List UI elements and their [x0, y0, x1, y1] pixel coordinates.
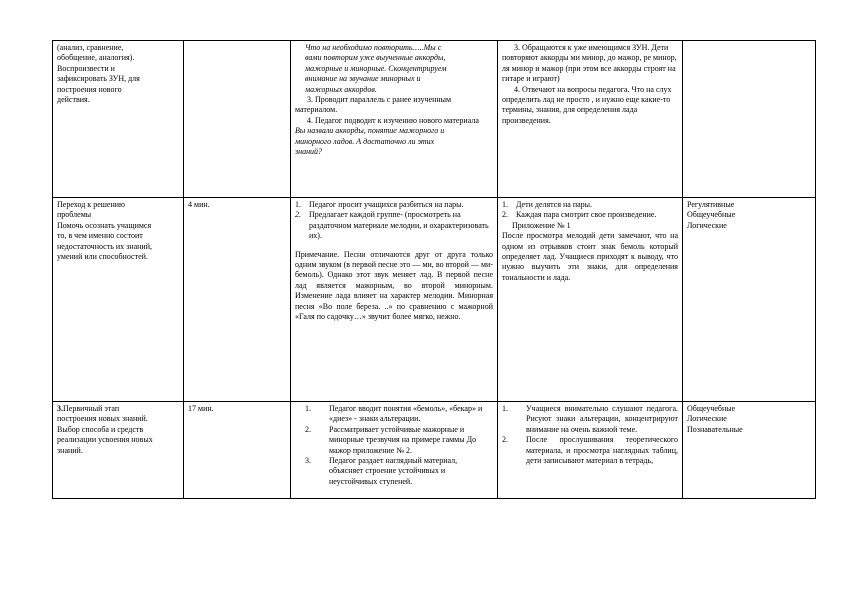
student-item: 3. Обращаются к уже имеющимся ЗУН. Дети повторяют аккорды ми минор, до мажор, ре минор, ля минор и мажор (при этом все аккорды строят на гитаре и играют)	[502, 43, 677, 84]
list-item	[502, 435, 678, 466]
appendix-label: Приложение № 1	[512, 220, 571, 230]
uud-item: Познавательные	[687, 424, 743, 434]
italic-line: минорного ладов. А достаточно ли этих	[295, 136, 435, 146]
italic-line: Что на необходимо повторить…..Мы с	[305, 43, 442, 52]
time-cell	[184, 41, 291, 198]
italic-line: вами повторим уже выученные аккорды,	[305, 53, 446, 63]
item-number: 3.	[305, 456, 311, 466]
item-number: 1.	[305, 404, 311, 413]
stage-line: (анализ, сравнение,	[57, 43, 124, 52]
teacher-activity-cell	[291, 402, 498, 499]
note-text: Примечание. Песни отличаются друг от друга только одним звуком (в первой песне это — ми, во второй — ми-бемоль). Однако этот звук меняет лад. В первой песне лад является мажорным, во второй минорным. Изменение лада влияет на характер мелодии. Минорная песня «Во поле береза. ..» по сравнению с мажорной «Галя по садочку…» звучит более мягко, нежно.	[295, 249, 493, 322]
uud-cell	[683, 41, 816, 198]
stage-line	[57, 404, 179, 414]
table-row	[53, 402, 816, 499]
item-number: 2.	[295, 210, 301, 220]
stage-line: Выбор способа и средств	[57, 424, 144, 434]
uud-item: Логические	[687, 220, 727, 230]
stage-text: Первичный этап	[63, 404, 120, 413]
list-item	[502, 404, 678, 435]
item-number: 1.	[502, 404, 508, 413]
lesson-plan-table	[52, 40, 816, 499]
list-item	[295, 456, 493, 487]
uud-cell	[683, 402, 816, 499]
uud-item: Общеучебные	[687, 404, 736, 413]
item-text: Каждая пара смотрит свое произведение.	[516, 210, 657, 220]
stage-line: проблемы	[57, 210, 92, 220]
item-text: Учащиеся внимательно слушают педагога. Рисуют знаки альтерации, концентрируют внимание на очень важной теме.	[526, 404, 678, 434]
stage-line: знаний.	[57, 445, 83, 455]
list-item	[295, 200, 493, 210]
item-number: 2.	[502, 435, 508, 445]
italic-line: внимание на звучание минорных и	[305, 74, 421, 84]
list-item	[295, 404, 493, 425]
item-text: Педагог просит учащихся разбиться на пары.	[309, 200, 464, 209]
italic-line: Вы назвали аккорды, понятие мажорного и	[295, 126, 445, 136]
item-text: Педагог вводит понятия «бемоль», «бекар» и «диез» - знаки альтерации.	[329, 404, 483, 424]
stage-line: Переход к решению	[57, 200, 125, 209]
student-text: После просмотра мелодий дети замечают, что на одном из отрывков стоит знак бемоль который определяет лад. Учащиеся приходят к выводу, что нужно выучить эти знаки, для определения тональности и лада.	[502, 231, 678, 282]
time-cell: 4 мин.	[184, 198, 291, 402]
stage-line: Помочь осознать учащимся	[57, 220, 152, 230]
stage-cell	[53, 402, 184, 499]
stage-line: Воспроизвести и	[57, 63, 115, 73]
student-item: 4. Отвечают на вопросы педагога. Что на слух определить лад не просто , и нужно еще какие-то термины, знания, для определения лада произведения.	[502, 84, 672, 125]
italic-line: мажорных аккордов.	[305, 84, 377, 94]
italic-line: мажорные и минорные. Сконцентрируем	[305, 63, 447, 73]
item-text: После прослушивания теоретического материала, и просмотра наглядных таблиц, дети записывают материал в тетрадь,	[526, 435, 678, 466]
stage-line: недостаточность их знаний,	[57, 241, 152, 251]
student-activity-cell	[498, 198, 683, 402]
item-text: Рассматривает устойчивые мажорные и минорные трезвучия на примере гаммы До мажор приложение № 2.	[329, 424, 477, 455]
list-item	[502, 210, 678, 220]
uud-item: Регулятивные	[687, 200, 735, 209]
stage-line: реализации усвоения новых	[57, 435, 153, 445]
stage-line: то, в чем именно состоит	[57, 231, 143, 241]
item-number: 1.	[295, 200, 301, 209]
teacher-item: 3. Проводит параллель с ранее изученным материалом.	[295, 95, 452, 115]
uud-item: Общеучебные	[687, 210, 736, 220]
stage-line: построения нового	[57, 84, 122, 94]
stage-line: умений или способностей.	[57, 252, 148, 262]
stage-number: 3.	[57, 404, 63, 413]
stage-line: действия.	[57, 95, 90, 105]
item-text: Предлагает каждой группе- (просмотреть на раздаточном материале мелодии, и охарактеризовать их).	[309, 210, 489, 241]
stage-line: обобщение, аналогия).	[57, 53, 135, 63]
list-item	[295, 425, 493, 456]
item-number: 2.	[502, 210, 508, 220]
stage-cell	[53, 198, 184, 402]
student-activity-cell	[498, 41, 683, 198]
time-cell: 17 мин.	[184, 402, 291, 499]
stage-line: зафиксировать ЗУН, для	[57, 74, 140, 84]
stage-cell	[53, 41, 184, 198]
item-number: 2.	[305, 424, 311, 434]
item-text: Дети делятся на пары.	[516, 200, 593, 209]
item-number: 1.	[502, 200, 508, 209]
italic-line: знаний?	[295, 147, 323, 157]
list-item	[295, 210, 493, 241]
table-row	[53, 41, 816, 198]
uud-cell	[683, 198, 816, 402]
uud-item: Логические	[687, 414, 727, 424]
item-text: Педагог раздает наглядный материал, объясняет строение устойчивых и неустойчивых ступеней.	[329, 456, 458, 486]
student-activity-cell	[498, 402, 683, 499]
teacher-activity-cell	[291, 198, 498, 402]
stage-line: построения новых знаний.	[57, 414, 148, 424]
teacher-activity-cell	[291, 41, 498, 198]
table-row	[53, 198, 816, 402]
list-item	[502, 200, 678, 210]
teacher-item: 4. Педагог подводит к изучению нового материала	[307, 115, 479, 125]
